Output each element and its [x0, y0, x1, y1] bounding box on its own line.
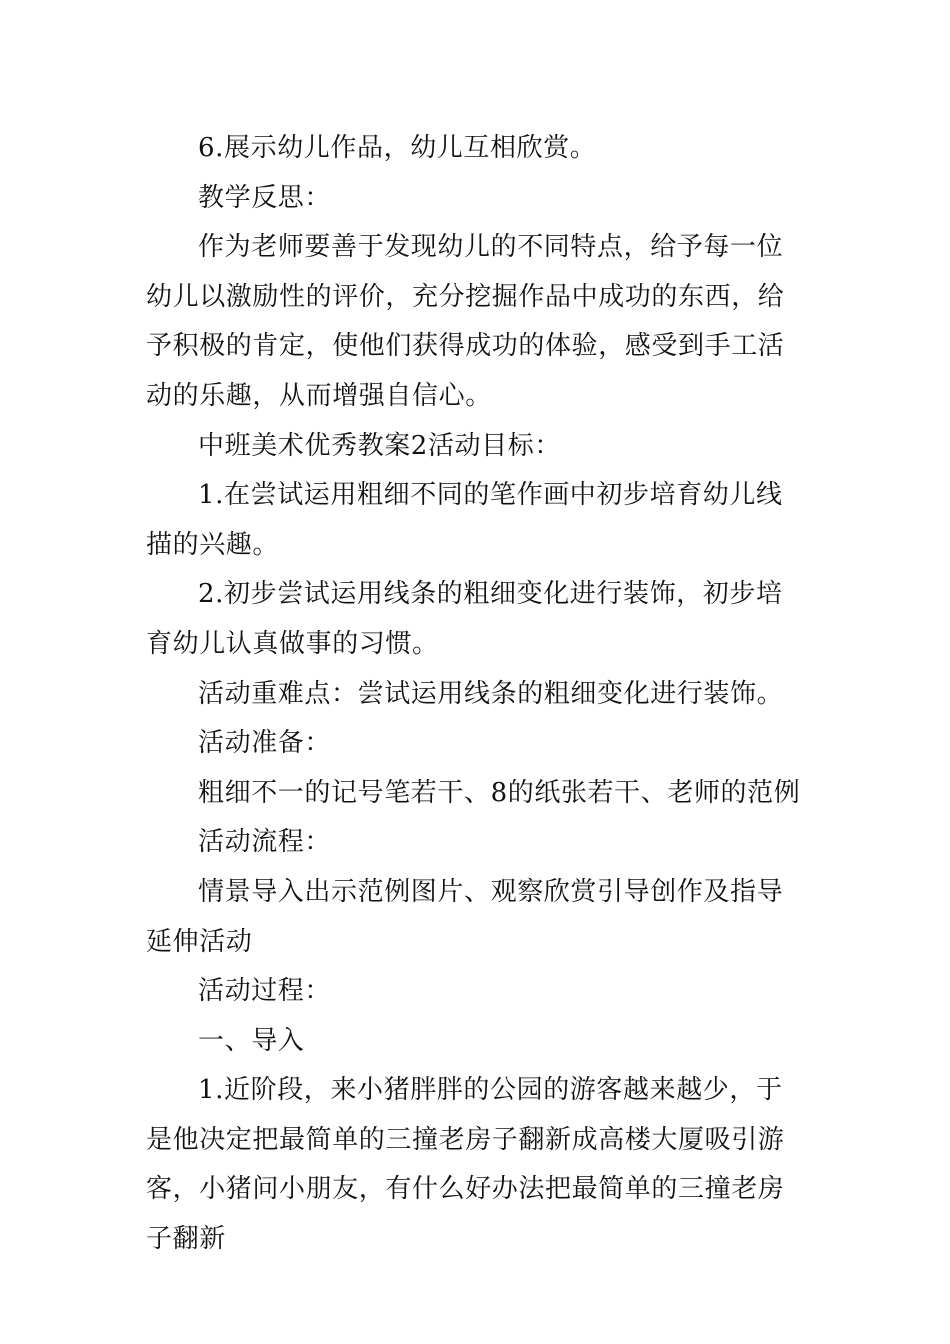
paragraph-display-works: 6.展示幼儿作品，幼儿互相欣赏。: [198, 133, 597, 163]
paragraph-key-points: 活动重难点：尝试运用线条的粗细变化进行装饰。: [198, 678, 784, 709]
paragraph-teaching-reflection-heading: 教学反思：: [198, 182, 332, 213]
paragraph-teaching-reflection: 作为老师要善于发现幼儿的不同特点，给予每一位幼儿以激励性的评价，充分挖掘作品中成功的东西，给予积极的肯定，使他们获得成功的体验，感受到手工活动的乐趣，从而增强自信心。: [146, 232, 785, 411]
paragraph-goal-1: 1.在尝试运用粗细不同的笔作画中初步培育幼儿线描的兴趣。: [146, 480, 783, 560]
paragraph-process-heading: 活动流程：: [198, 827, 332, 858]
document-body: [146, 124, 806, 1265]
paragraph-preparation-heading: 活动准备：: [198, 728, 332, 759]
paragraph-lesson-2-goals-heading: 中班美术优秀教案2活动目标：: [198, 430, 561, 461]
paragraph-goal-2: 2.初步尝试运用线条的粗细变化进行装饰，初步培育幼儿认真做事的习惯。: [146, 579, 783, 659]
paragraph-introduction-heading: 一、导入: [198, 1025, 305, 1056]
paragraph-activity-procedure-heading: 活动过程：: [198, 976, 332, 1007]
paragraph-preparation-materials: 粗细不一的记号笔若干、8的纸张若干、老师的范例: [198, 777, 801, 808]
paragraph-process-steps: 情景导入出示范例图片、观察欣赏引导创作及指导延伸活动: [146, 876, 784, 957]
paragraph-introduction-story: 1.近阶段，来小猪胖胖的公园的游客越来越少，于是他决定把最简单的三撞老房子翻新成高楼大厦吸引游客，小猪问小朋友，有什么好办法把最简单的三撞老房子翻新: [146, 1075, 785, 1255]
